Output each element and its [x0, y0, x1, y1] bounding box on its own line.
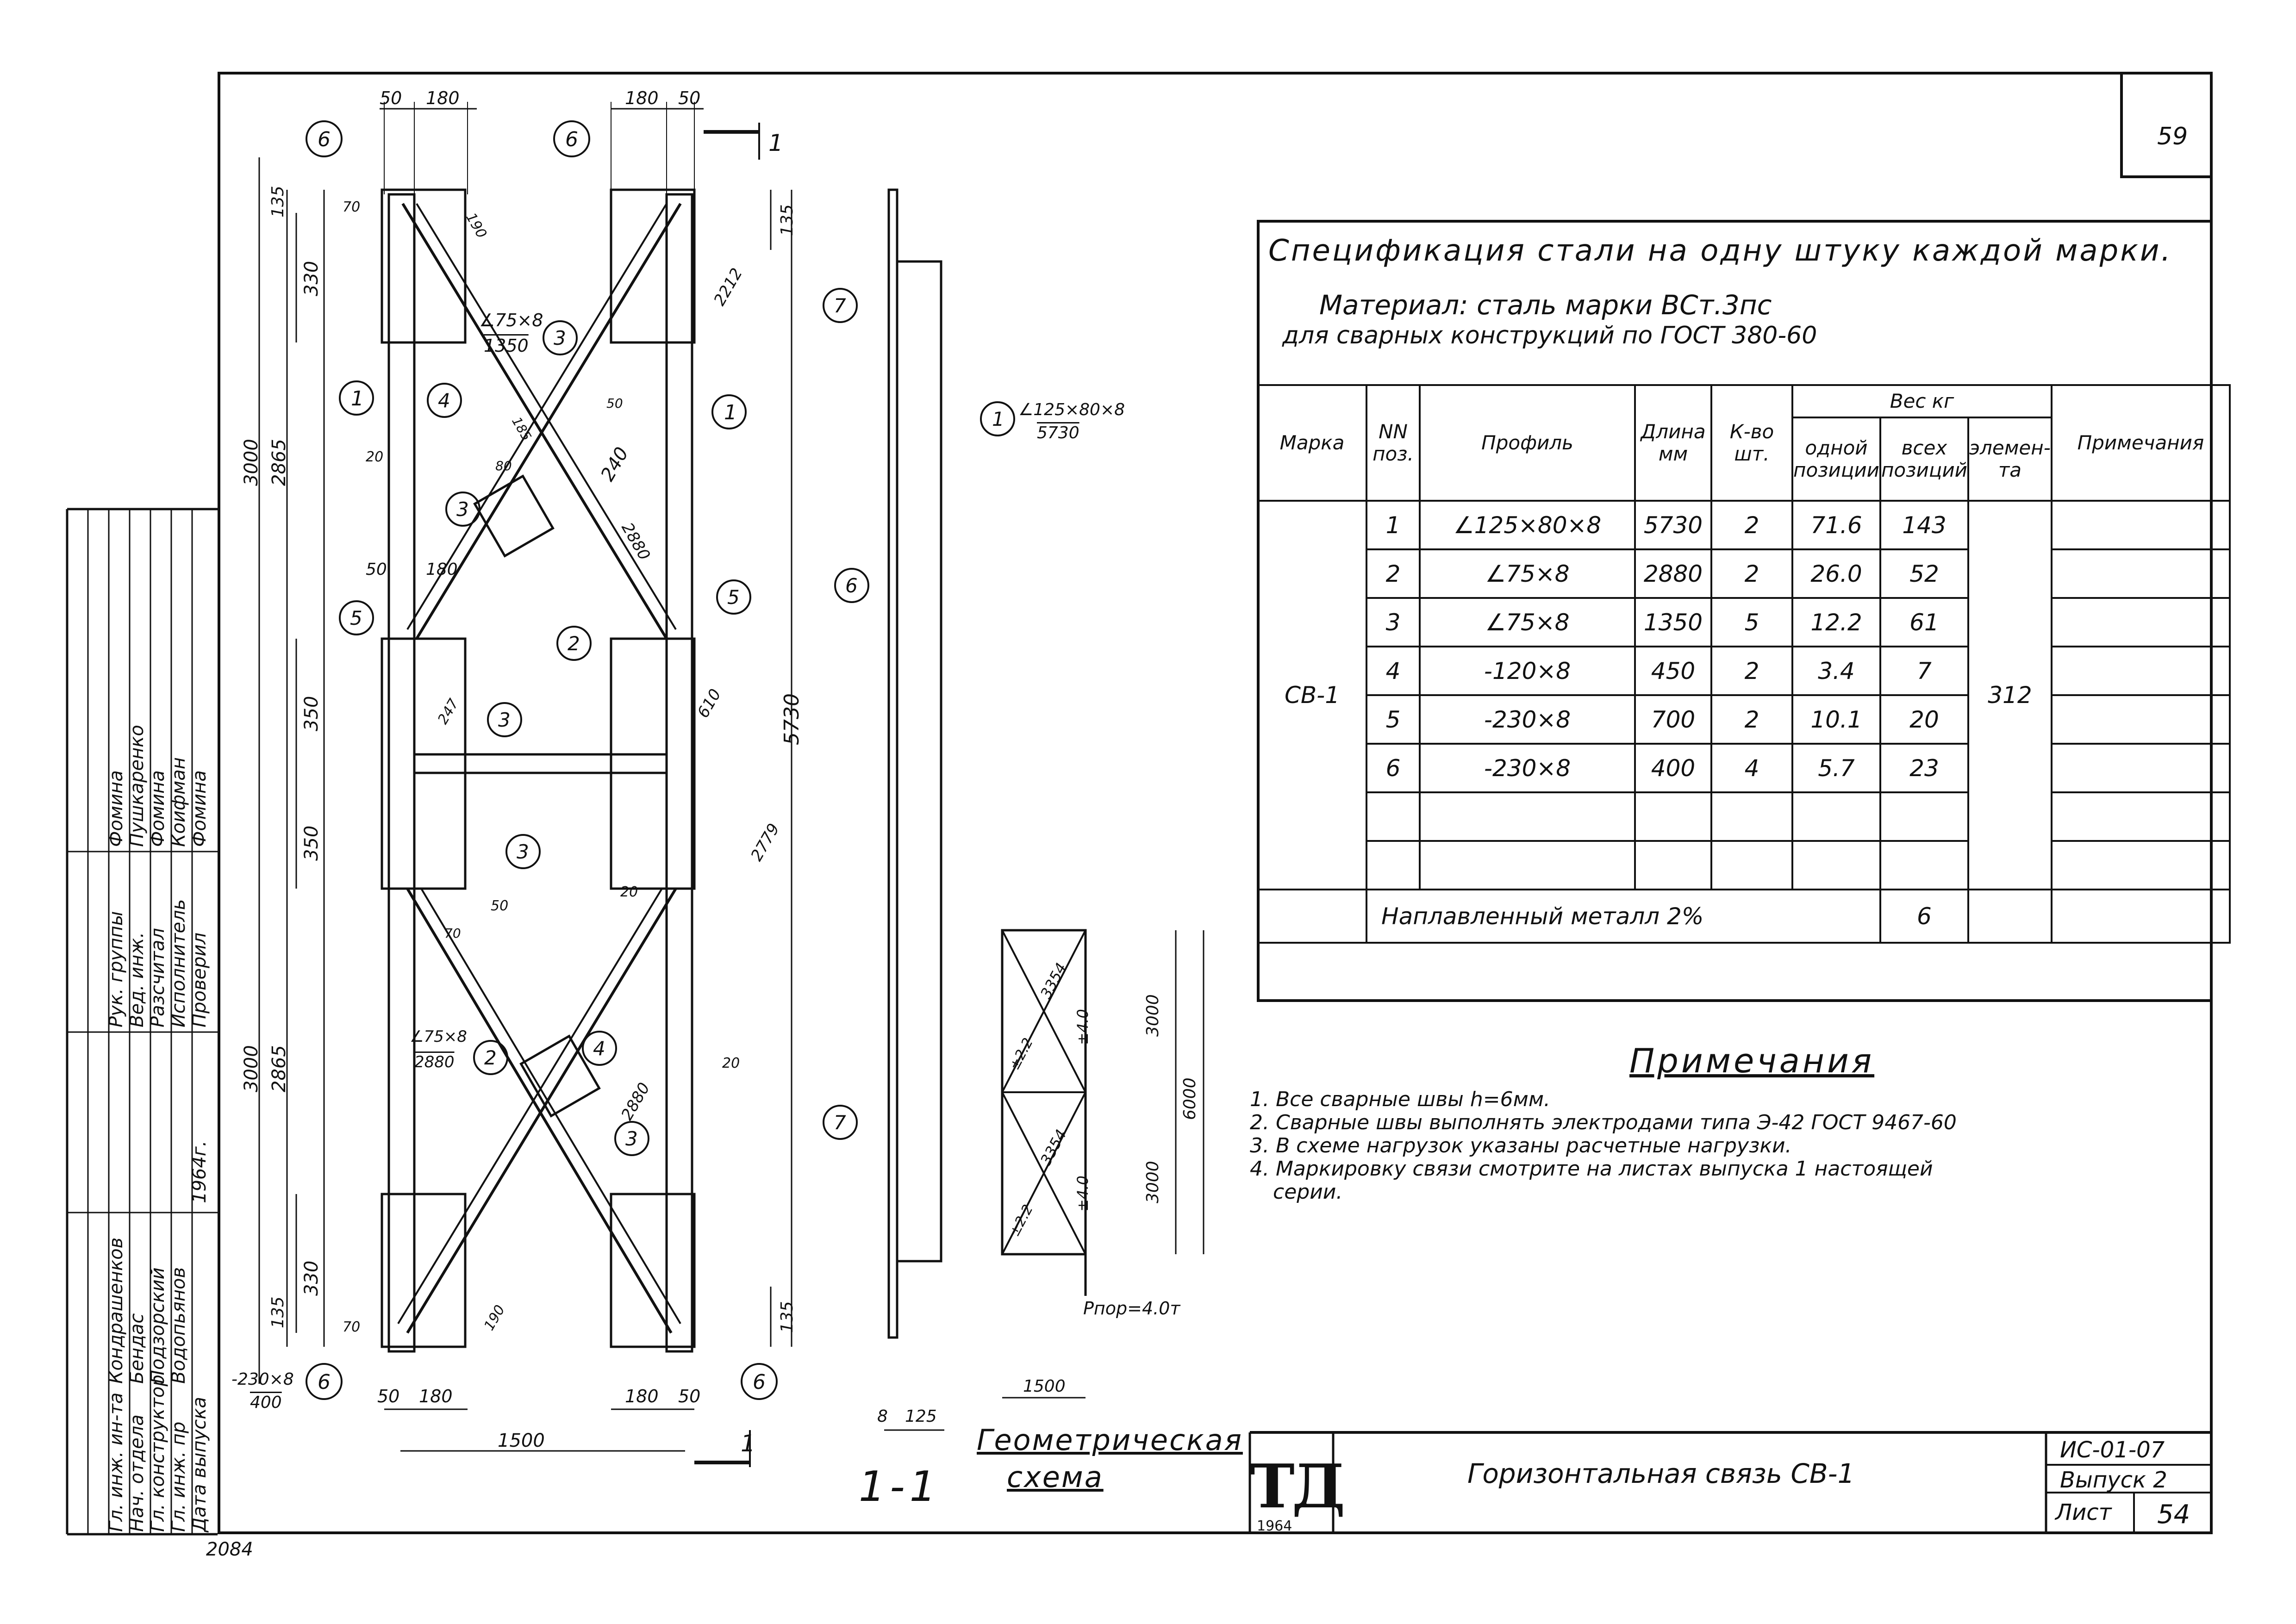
notes-title: Примечания	[1629, 1041, 1875, 1080]
bottom-number: 2084	[206, 1539, 253, 1560]
dim-small-50: 50	[366, 560, 387, 579]
dim-bot-50-left: 50	[377, 1386, 400, 1406]
scheme-dim-1500: 1500	[1023, 1377, 1066, 1396]
callout-3-ub: 3	[456, 498, 469, 521]
diag-dim-20-a: 20	[620, 884, 638, 900]
dim-overall-width: 1500	[498, 1430, 545, 1451]
diag-dim-190-a: 190	[462, 210, 490, 242]
plate-tag: -230×8	[231, 1370, 294, 1389]
table-row: 6 -230×8 400 4 5.7 23	[1258, 744, 2230, 792]
dim-left-330-top: 330	[301, 261, 322, 296]
scheme-member-4-top: ±4.0	[1073, 1009, 1092, 1045]
section-mark-bottom: 1	[741, 1430, 755, 1457]
series-code: ИС-01-07	[2060, 1437, 2165, 1463]
profile-tag-lower: ∠75×8	[410, 1027, 467, 1046]
table-row: 2 ∠75×8 2880 2 26.0 52	[1258, 549, 2230, 598]
gusset-top-right	[611, 190, 694, 342]
spec-title: Спецификация стали на одну штуку каждой марки.	[1268, 234, 2172, 268]
title-block-logo: ТД	[1250, 1451, 1343, 1522]
stamp-name2-2: Бендас	[126, 1313, 148, 1384]
gusset-bot-right	[611, 1194, 694, 1347]
diag-dim-2779: 2779	[747, 820, 784, 865]
table-row: 4 -120×8 450 2 3.4 7	[1258, 647, 2230, 695]
hdr-mark: Марка	[1258, 385, 1366, 501]
dim-small-20: 20	[366, 449, 384, 465]
table-row	[1258, 841, 2230, 890]
gusset-bot-left	[382, 1194, 465, 1347]
gusset-mid-left	[382, 639, 465, 889]
table-row	[1258, 792, 2230, 841]
callout-2-l: 2	[484, 1046, 497, 1069]
stamp-date: 1964г.	[189, 1140, 210, 1203]
section-callout-7-top: 7	[834, 294, 846, 317]
diag-dim-190-b: 190	[481, 1302, 509, 1334]
left-chord	[389, 194, 414, 1351]
stamp-role-5: Проверил	[189, 932, 210, 1027]
scheme-dim-3000-bot: 3000	[1143, 1161, 1162, 1203]
gusset-top-left	[382, 190, 465, 342]
material-line-2: для сварных конструкций по ГОСТ 380-60	[1282, 322, 1817, 349]
hdr-profile: Профиль	[1420, 385, 1635, 501]
diag-dim-240: 240	[597, 443, 633, 485]
section-callout-1: 1	[992, 408, 1004, 430]
table-row: СВ-1 1 ∠125×80×8 5730 2 71.6 143 312	[1258, 501, 2230, 549]
scheme-load: Pпор=4.0т	[1083, 1298, 1180, 1319]
diag-dim-610: 610	[693, 685, 725, 722]
callout-6-bl: 6	[318, 1370, 331, 1394]
section-mark-top: 1	[768, 130, 783, 156]
diag-dim-2880-b: 2880	[618, 1079, 654, 1124]
scheme-label-line2: схема	[1007, 1460, 1104, 1494]
dim-small-70-bot: 70	[343, 1319, 361, 1335]
stamp-name-2: Пушкаренко	[126, 725, 148, 847]
stamp-role2-5: Дата выпуска	[189, 1397, 210, 1532]
note-1: 1. Все сварные швы h=6мм.	[1250, 1088, 1551, 1111]
scheme-label-line1: Геометрическая	[977, 1423, 1243, 1457]
weld-metal-row	[1258, 890, 2230, 943]
drawing-name: Горизонтальная связь СВ-1	[1467, 1458, 1855, 1489]
note-4-cont: серии.	[1273, 1180, 1343, 1204]
table-row: 5 -230×8 700 2 10.1 20	[1258, 695, 2230, 744]
scheme-member-3354-bot: 3354	[1036, 1126, 1070, 1168]
diag-dim-2212: 2212	[710, 265, 747, 309]
callout-3-lb: 3	[625, 1127, 638, 1150]
callout-6-tl: 6	[318, 128, 331, 151]
dim-left-350-b: 350	[301, 825, 322, 861]
stamp-role2-3: Гл. конструктор	[147, 1375, 168, 1532]
dim-top-180-left: 180	[426, 88, 460, 108]
scheme-dim-6000: 6000	[1180, 1077, 1199, 1120]
dim-left-350-a: 350	[301, 696, 322, 731]
profile-tag-lower-sub: 2880	[414, 1053, 455, 1071]
callout-5-r: 5	[727, 586, 740, 609]
note-3: 3. В схеме нагрузок указаны расчетные нагрузки.	[1250, 1134, 1792, 1157]
profile-tag-upper-sub: 1350	[484, 336, 529, 356]
scheme-dim-3000-top: 3000	[1143, 994, 1162, 1037]
table-row: 3 ∠75×8 1350 5 12.2 61	[1258, 598, 2230, 647]
title-block-year: 1964	[1257, 1518, 1292, 1534]
dim-left-135-top: 135	[268, 186, 287, 218]
note-4: 4. Маркировку связи смотрите на листах выпуска 1 настоящей	[1250, 1157, 1933, 1181]
stamp-role-1: Рук. группы	[106, 911, 127, 1027]
section-dim-125: 125	[905, 1407, 937, 1426]
callout-3-ua: 3	[554, 327, 566, 349]
mid-strut	[414, 754, 667, 773]
diag-dim-247: 247	[435, 696, 462, 728]
callout-4-u: 4	[438, 389, 450, 412]
dim-top-50-left: 50	[380, 88, 402, 108]
diag-dim-50-a: 50	[606, 396, 623, 411]
hdr-length: Длина мм	[1635, 385, 1711, 501]
stamp-role-4: Исполнитель	[168, 899, 189, 1027]
hdr-qty: К-во шт.	[1711, 385, 1792, 501]
section-profile-tag: ∠125×80×8	[1018, 400, 1125, 419]
scheme-member-22-top: ±2.2	[1006, 1035, 1036, 1073]
dim-bot-180-right: 180	[625, 1386, 659, 1406]
callout-5-l: 5	[350, 607, 362, 629]
section-label: 1-1	[859, 1462, 941, 1511]
dim-left-135-bot: 135	[268, 1296, 287, 1328]
callout-1-r: 1	[724, 401, 737, 424]
stamp-name2-3: Подзорский	[147, 1267, 168, 1384]
callout-1-l: 1	[351, 387, 364, 411]
hdr-remarks: Примечания	[2052, 385, 2230, 501]
dim-top-180-right: 180	[625, 88, 659, 108]
diag-dim-185: 185	[509, 414, 535, 443]
hdr-weight-element: элемен- та	[1968, 417, 2052, 501]
dim-bot-50-right: 50	[678, 1386, 701, 1406]
stamp-role2-2: Нач. отдела	[126, 1414, 148, 1532]
callout-2-u: 2	[568, 632, 580, 655]
section-profile-sub: 5730	[1037, 423, 1079, 442]
callout-4-l: 4	[593, 1037, 605, 1060]
dim-3000-top: 3000	[241, 439, 262, 486]
hdr-weight: Вес кг	[1792, 385, 2052, 417]
dim-3000-bot: 3000	[241, 1045, 262, 1092]
weld-metal-label: Наплавленный металл 2%	[1366, 890, 1880, 943]
scheme-member-22-bot: ±2.2	[1006, 1202, 1036, 1239]
spec-table	[1257, 384, 2231, 944]
right-chord	[667, 194, 692, 1351]
scheme-member-4-bot: ±4.0	[1073, 1176, 1092, 1212]
stamp-name-1: Фомина	[106, 770, 127, 847]
stamp-name2-1: Кондрашенков	[106, 1237, 127, 1384]
section-plate	[897, 261, 941, 1261]
sheet-label: Лист	[2055, 1500, 2112, 1525]
stamp-name-4: Коифман	[168, 757, 189, 847]
section-dim-8: 8	[877, 1407, 888, 1426]
diag-dim-2880-a: 2880	[618, 519, 654, 564]
hdr-weight-one: одной позиции	[1792, 417, 1880, 501]
callout-6-br: 6	[753, 1370, 766, 1394]
callout-6-tr: 6	[565, 128, 578, 151]
dim-right-5730: 5730	[780, 693, 804, 745]
profile-tag-upper: ∠75×8	[479, 310, 543, 330]
dim-2865-bot: 2865	[268, 1045, 290, 1092]
dim-small-70-top: 70	[343, 199, 361, 215]
section-callout-6: 6	[845, 574, 858, 597]
diag-dim-70: 70	[444, 926, 461, 941]
scheme-member-3354-top: 3354	[1036, 960, 1070, 1002]
stamp-name2-4: Водопьянов	[168, 1267, 189, 1384]
dim-small-180: 180	[426, 560, 458, 579]
stamp-role-2: Вед. инж.	[126, 932, 148, 1027]
diag-dim-50-b: 50	[491, 898, 509, 914]
callout-3-mid: 3	[498, 709, 511, 731]
dim-right-135-top: 135	[778, 204, 797, 236]
stamp-role2-1: Гл. инж. ин-та	[106, 1392, 127, 1532]
dim-2865-top: 2865	[268, 439, 290, 486]
cell-element-weight: 312	[1968, 501, 2052, 890]
material-line-1: Материал: сталь марки ВСт.3пс	[1319, 289, 1772, 321]
dim-bot-180-left: 180	[419, 1386, 453, 1406]
section-callout-7-bot: 7	[834, 1111, 846, 1134]
stamp-role-3: Разсчитал	[147, 928, 168, 1027]
hdr-weight-all: всех позиций	[1880, 417, 1968, 501]
issue-label: Выпуск 2	[2060, 1467, 2167, 1493]
gusset-mid-right	[611, 639, 694, 889]
stamp-name-3: Фомина	[147, 770, 168, 847]
dim-left-330-bot: 330	[301, 1260, 322, 1296]
note-2: 2. Сварные швы выполнять электродами типа Э-42 ГОСТ 9467-60	[1250, 1111, 1957, 1134]
plate-tag-sub: 400	[250, 1393, 282, 1412]
cell-mark: СВ-1	[1258, 501, 1366, 890]
stamp-name-5: Фомина	[189, 770, 210, 847]
diag-dim-20-b: 20	[722, 1055, 740, 1071]
dim-right-135-bot: 135	[778, 1301, 797, 1333]
sheet-number: 54	[2157, 1500, 2190, 1530]
sheet-top-number: 59	[2157, 123, 2188, 150]
callout-3-la: 3	[517, 840, 529, 863]
stamp-role2-4: Гл. инж. пр	[168, 1421, 189, 1532]
section-chord	[889, 190, 897, 1338]
diag-dim-80: 80	[495, 458, 512, 473]
dim-top-50-right: 50	[678, 88, 701, 108]
hdr-pos: NN поз.	[1366, 385, 1420, 501]
weld-metal-value: 6	[1880, 890, 1968, 943]
